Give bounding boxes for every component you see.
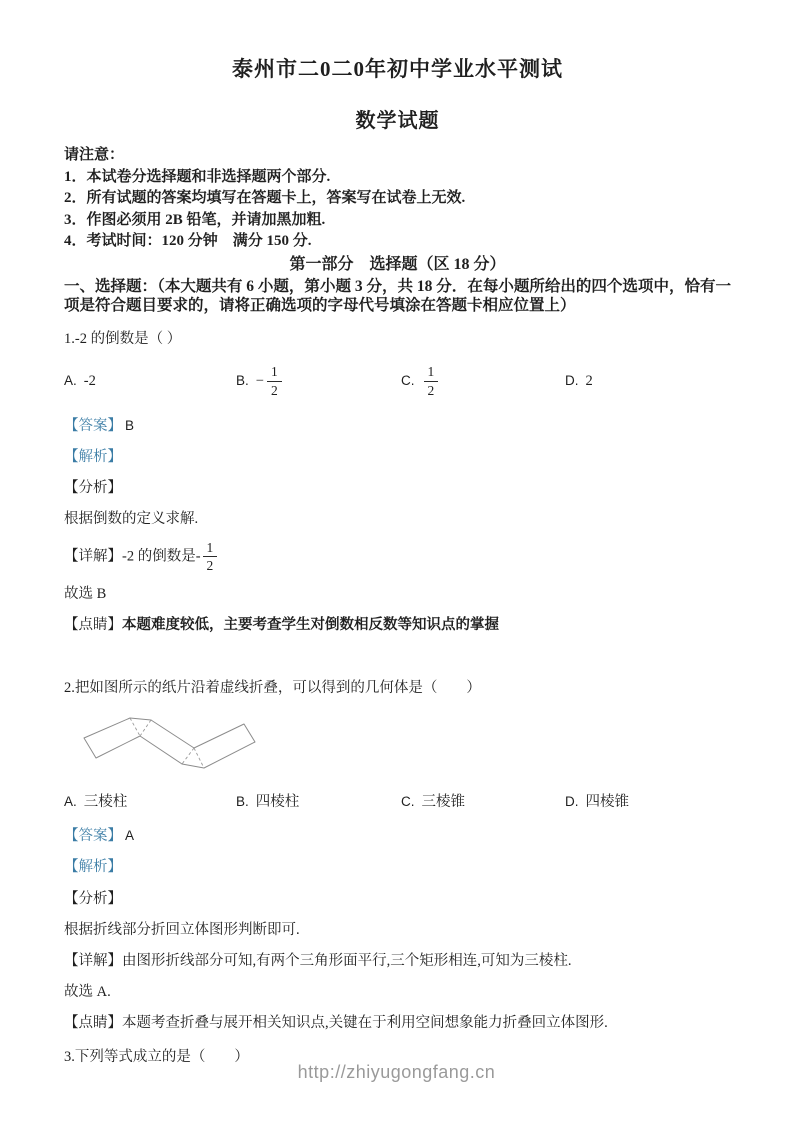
notice-block: [64, 145, 731, 253]
q2-fenxi-text: 根据折线部分折回立体图形判断即可.: [64, 921, 300, 938]
q1-fenxi-text: 根据倒数的定义求解.: [64, 510, 199, 527]
notice-item-2: 2．所有试题的答案均填写在答题卡上，答案写在试卷上无效.: [64, 190, 466, 206]
xiangjie-tag: 【详解】: [64, 547, 122, 564]
q1-conclusion: 故选 B: [64, 585, 107, 602]
page-subtitle: 数学试题: [355, 110, 440, 132]
q1-option-b-fraction: [267, 364, 282, 398]
notice-item-4: 4．考试时间：120 分钟 满分 150 分.: [64, 233, 312, 249]
paper-net-figure: [78, 706, 731, 779]
page-title: 泰州市二0二0年初中学业水平测试: [232, 57, 563, 81]
q1-xiangjie-fraction: [203, 540, 218, 574]
q1-option-a: [64, 373, 236, 390]
question-3-stem: 3.下列等式成立的是（ ）: [64, 1048, 249, 1065]
q1-option-b-sign: −: [255, 373, 264, 389]
q2-xiangjie-row: [64, 951, 731, 972]
q2-option-d-label: D.: [565, 794, 579, 810]
question-1-options: [64, 359, 731, 405]
answer-tag: 【答案】: [64, 827, 122, 844]
q1-dianjing-row: [64, 615, 731, 636]
fenxi-tag: 【分析】: [64, 890, 122, 907]
fenxi-tag: 【分析】: [64, 479, 122, 496]
q2-jiexi-row: [64, 857, 731, 878]
question-1-stem: 1.-2 的倒数是（ ）: [64, 330, 182, 347]
dianjing-tag: 【点睛】: [64, 616, 122, 633]
question-2-stem: 2.把如图所示的纸片沿着虚线折叠，可以得到的几何体是（ ）: [64, 679, 481, 696]
notice-item-3: 3．作图必须用 2B 铅笔，并请加黑加粗.: [64, 211, 326, 228]
q2-option-b: [236, 790, 401, 811]
q2-option-b-value: 四棱柱: [255, 794, 300, 811]
question-2-options: [64, 787, 731, 815]
q2-option-c-value: 三棱锥: [421, 794, 465, 811]
q2-option-a-label: A.: [64, 794, 77, 810]
fraction-numerator: 1: [203, 540, 218, 558]
fraction-denominator: 2: [206, 558, 214, 574]
q1-option-d-value: 2: [585, 373, 593, 389]
jiexi-tag: 【解析】: [64, 858, 122, 875]
q2-xiangjie-text: 由图形折线部分可知,有两个三角形面平行,三个矩形相连,可知为三棱柱.: [122, 952, 572, 969]
q1-answer-letter: B: [125, 417, 135, 433]
q2-answer-row: [64, 825, 731, 847]
fraction-denominator: 2: [427, 383, 435, 398]
q1-option-c-fraction: [424, 364, 439, 398]
q2-answer-letter: A: [125, 827, 135, 843]
q2-fenxi-row: [64, 889, 731, 910]
q2-option-a: [64, 790, 236, 811]
q1-option-d-label: D.: [565, 373, 579, 388]
section-instructions: 一、选择题：（本大题共有 6 小题，第小题 3 分，共 18 分．在每小题所给出的四个选项中，恰有一项是符合题目要求的，请将正确选项的字母代号填涂在答题卡相应位置上）: [64, 277, 731, 314]
q1-jiexi-row: [64, 447, 731, 468]
answer-tag: 【答案】: [64, 417, 122, 434]
q1-option-c: [401, 364, 565, 398]
q2-option-d-value: 四棱锥: [585, 794, 629, 811]
jiexi-tag: 【解析】: [64, 448, 122, 465]
folding-net-diagram: [78, 706, 263, 774]
notice-item-1: 1．本试卷分选择题和非选择题两个部分.: [64, 168, 331, 185]
q2-dianjing-text: 本题考查折叠与展开相关知识点,关键在于利用空间想象能力折叠回立体图形.: [122, 1014, 608, 1031]
watermark-url: http://zhiyugongfang.cn: [297, 1062, 496, 1082]
q1-option-c-label: C.: [401, 372, 415, 388]
q1-answer-row: [64, 415, 731, 437]
q2-option-c: [401, 790, 565, 811]
fraction-denominator: 2: [270, 383, 278, 398]
q1-xiangjie-text: -2 的倒数是-: [122, 547, 201, 564]
q1-option-a-value: -2: [83, 373, 96, 389]
q1-xiangjie-row: [64, 540, 731, 574]
q2-option-b-label: B.: [236, 794, 249, 810]
q2-dianjing-row: [64, 1013, 731, 1034]
q1-fenxi-row: [64, 478, 731, 499]
dianjing-tag: 【点睛】: [64, 1014, 122, 1031]
q2-option-c-label: C.: [401, 794, 415, 810]
q2-option-a-value: 三棱柱: [83, 794, 128, 811]
section-title: 第一部分 选择题（区 18 分）: [289, 255, 506, 273]
notice-heading: 请注意：: [64, 147, 125, 163]
q2-conclusion: 故选 A.: [64, 983, 111, 1000]
q1-option-a-label: A.: [64, 373, 77, 388]
q1-option-b: [236, 364, 401, 398]
fraction-numerator: 1: [267, 364, 282, 382]
q1-option-d: [565, 373, 731, 390]
q2-option-d: [565, 790, 731, 811]
fraction-numerator: 1: [424, 364, 439, 382]
q1-option-b-label: B.: [236, 372, 249, 388]
q1-dianjing-text: 本题难度较低，主要考查学生对倒数相反数等知识点的掌握: [122, 616, 499, 633]
xiangjie-tag: 【详解】: [64, 952, 122, 969]
